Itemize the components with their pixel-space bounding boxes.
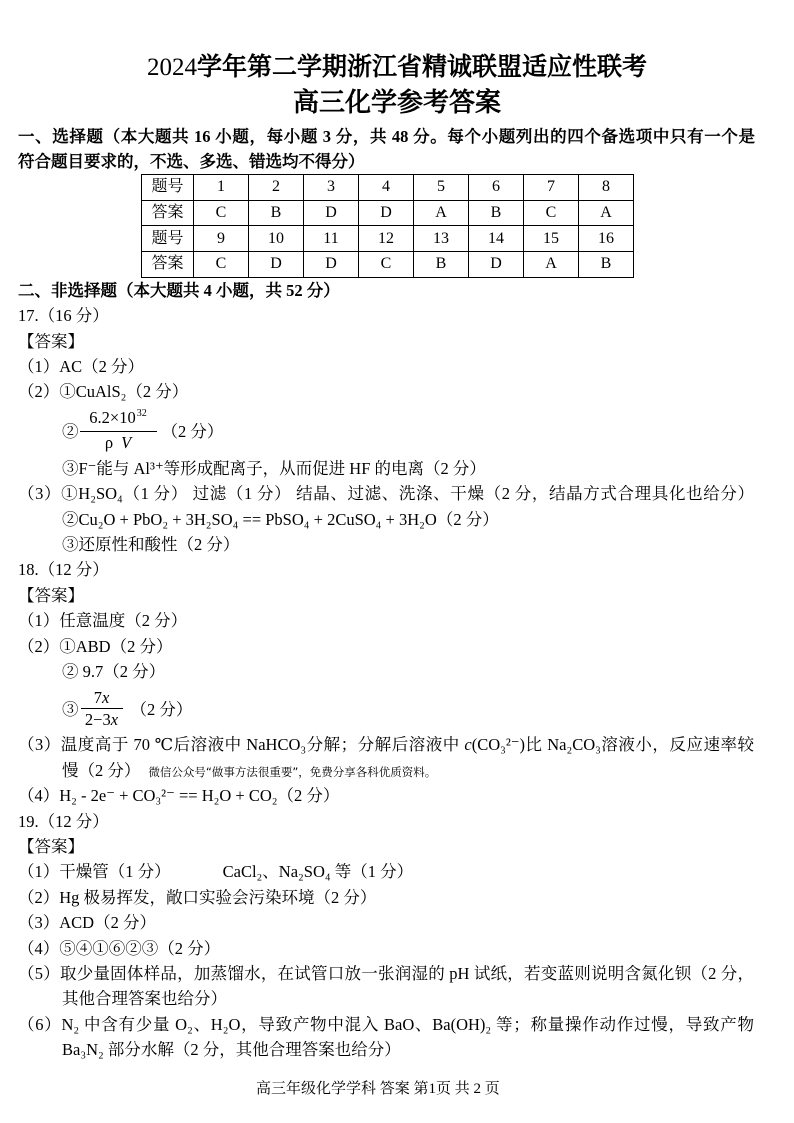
answer-item-fraction [18, 405, 778, 456]
table-cell: 4 [359, 175, 414, 201]
table-row [142, 226, 634, 252]
answer-item: （5）取少量固体样品，加蒸馏水，在试管口放一张润湿的 pH 试纸，若变蓝则说明含氮化钡（2 分， [18, 963, 754, 983]
fraction-numerator [81, 687, 123, 709]
table-cell: 7 [524, 175, 579, 201]
denominator-variable: x [110, 709, 119, 729]
table-cell: D [359, 200, 414, 226]
answer-item [18, 859, 778, 884]
watermark-note: 微信公众号“做事方法很重要”，免费分享各科优质资料。 [148, 764, 437, 779]
document-title [0, 52, 794, 84]
table-row [142, 175, 634, 201]
table-cell: A [524, 252, 579, 278]
table-header-cell: 题号 [142, 175, 194, 201]
numerator-text: 6.2×10 [89, 408, 136, 428]
question-17-title: 17.（16 分） [18, 306, 109, 326]
answer-label: 【答案】 [18, 585, 84, 605]
numerator-variable: x [101, 687, 110, 707]
numerator-text: 7 [93, 687, 102, 707]
answer-item: ②Cu₂O + PbO₂ + 3H₂SO₄ == PbSO₄ + 2CuSO₄ + 3H₂O（2 分） [62, 509, 499, 529]
answer-text: CaCl₂、Na₂SO₄ 等（1 分） [222, 862, 414, 882]
fraction-denominator [80, 432, 157, 453]
section2-heading: 二、非选择题（本大题共 4 小题，共 52 分） [18, 281, 340, 301]
table-cell: 2 [249, 175, 304, 201]
answer-item: ③F⁻能与 Al³⁺等形成配离子，从而促进 HF 的电离（2 分） [62, 458, 486, 478]
table-cell: 16 [579, 226, 634, 252]
table-cell: D [304, 200, 359, 226]
answer-item: （4）⑤④①⑥②③（2 分） [18, 938, 221, 958]
table-cell: B [579, 252, 634, 278]
denominator-symbol: ρ [104, 433, 114, 453]
table-cell: 8 [579, 175, 634, 201]
table-cell: 11 [304, 226, 359, 252]
table-cell: 12 [359, 226, 414, 252]
answer-text: 慢（2 分） [62, 760, 141, 780]
answer-label: 【答案】 [18, 836, 84, 856]
answer-item: （3）ACD（2 分） [18, 913, 156, 933]
answer-table [141, 174, 634, 278]
section1-heading: 一、选择题（本大题共 16 小题，每小题 3 分，共 48 分。每个小题列出的四个备选项中只有一个是 [18, 126, 755, 146]
answer-item: （2）①ABD（2 分） [18, 636, 173, 656]
table-cell: D [304, 252, 359, 278]
table-cell: C [194, 200, 249, 226]
answer-label: 【答案】 [18, 331, 84, 351]
table-cell: 13 [414, 226, 469, 252]
table-cell: 14 [469, 226, 524, 252]
table-cell: 10 [249, 226, 304, 252]
answer-text: （3）温度高于 70 ℃后溶液中 NaHCO₃分解；分解后溶液中 [18, 735, 465, 755]
numerator-exponent: 32 [136, 408, 147, 420]
table-cell: B [414, 252, 469, 278]
fraction [80, 407, 157, 453]
table-cell: C [194, 252, 249, 278]
table-cell: A [579, 200, 634, 226]
table-cell: 9 [194, 226, 249, 252]
answer-item: （4）H₂ - 2e⁻ + CO₃²⁻ == H₂O + CO₂（2 分） [18, 786, 340, 806]
answer-item: （2）①CuAlS₂（2 分） [18, 382, 189, 402]
question-18-title: 18.（12 分） [18, 560, 109, 580]
concentration-symbol: c [464, 735, 472, 755]
answer-item: （1）AC（2 分） [18, 357, 145, 377]
answer-item-fraction [18, 684, 778, 732]
answer-item: （1）任意温度（2 分） [18, 611, 188, 631]
document-title-text: 学年第二学期浙江省精诚联盟适应性联考 [196, 54, 647, 81]
answer-item: ③还原性和酸性（2 分） [62, 535, 240, 555]
score: （2 分） [161, 422, 224, 442]
footer-page-info: 高三年级化学学科 答案 第1页 共 2 页 [256, 1081, 500, 1097]
table-cell: 15 [524, 226, 579, 252]
answer-item: （3）①H₂SO₄（1 分） 过滤（1 分） 结晶、过滤、洗涤、干燥（2 分，结晶方式合理具化也给分） [18, 484, 754, 504]
answer-item: ② 9.7（2 分） [62, 661, 166, 681]
fraction-numerator [80, 407, 157, 432]
table-cell: D [249, 252, 304, 278]
answers-body [18, 303, 778, 1062]
question-19-title: 19.（12 分） [18, 811, 109, 831]
fraction-denominator [81, 709, 123, 730]
table-cell: B [469, 200, 524, 226]
answer-item-continued: 其他合理答案也给分） [62, 989, 227, 1009]
answer-item [18, 732, 754, 757]
answer-item-continued [18, 758, 778, 783]
table-header-cell: 题号 [142, 226, 194, 252]
document-subtitle: 高三化学参考答案 [292, 88, 501, 117]
table-cell: 6 [469, 175, 524, 201]
section1-heading-continued: 符合题目要求的，不选、多选、错选均不得分） [18, 151, 365, 171]
answer-item: （6）N₂ 中含有少量 O₂、H₂O，导致产物中混入 BaO、Ba(OH)₂ 等；称量操作动作过慢，导致产物 [18, 1014, 754, 1034]
table-cell: 1 [194, 175, 249, 201]
table-cell: 5 [414, 175, 469, 201]
answer-item-continued: Ba₃N₂ 部分水解（2 分，其他合理答案也给分） [62, 1040, 401, 1060]
item-marker: ③ [62, 700, 79, 720]
document-title-year: 2024 [146, 54, 197, 81]
fraction [81, 687, 123, 730]
table-cell: 3 [304, 175, 359, 201]
item-marker: ② [62, 422, 79, 442]
table-row [142, 252, 634, 278]
table-row [142, 200, 634, 226]
table-cell: C [359, 252, 414, 278]
table-header-cell: 答案 [142, 252, 194, 278]
answer-text: （1）干燥管（1 分） [18, 862, 171, 882]
answer-text: (CO₃²⁻)比 Na₂CO₃溶液小，反应速率较 [471, 735, 754, 755]
table-cell: A [414, 200, 469, 226]
table-cell: C [524, 200, 579, 226]
score: （2 分） [130, 700, 193, 720]
denominator-variable: V [121, 433, 132, 453]
denominator-text: 2−3 [84, 709, 111, 729]
table-cell: D [469, 252, 524, 278]
table-cell: B [249, 200, 304, 226]
answer-item: （2）Hg 极易挥发，敞口实验会污染环境（2 分） [18, 887, 377, 907]
table-header-cell: 答案 [142, 200, 194, 226]
